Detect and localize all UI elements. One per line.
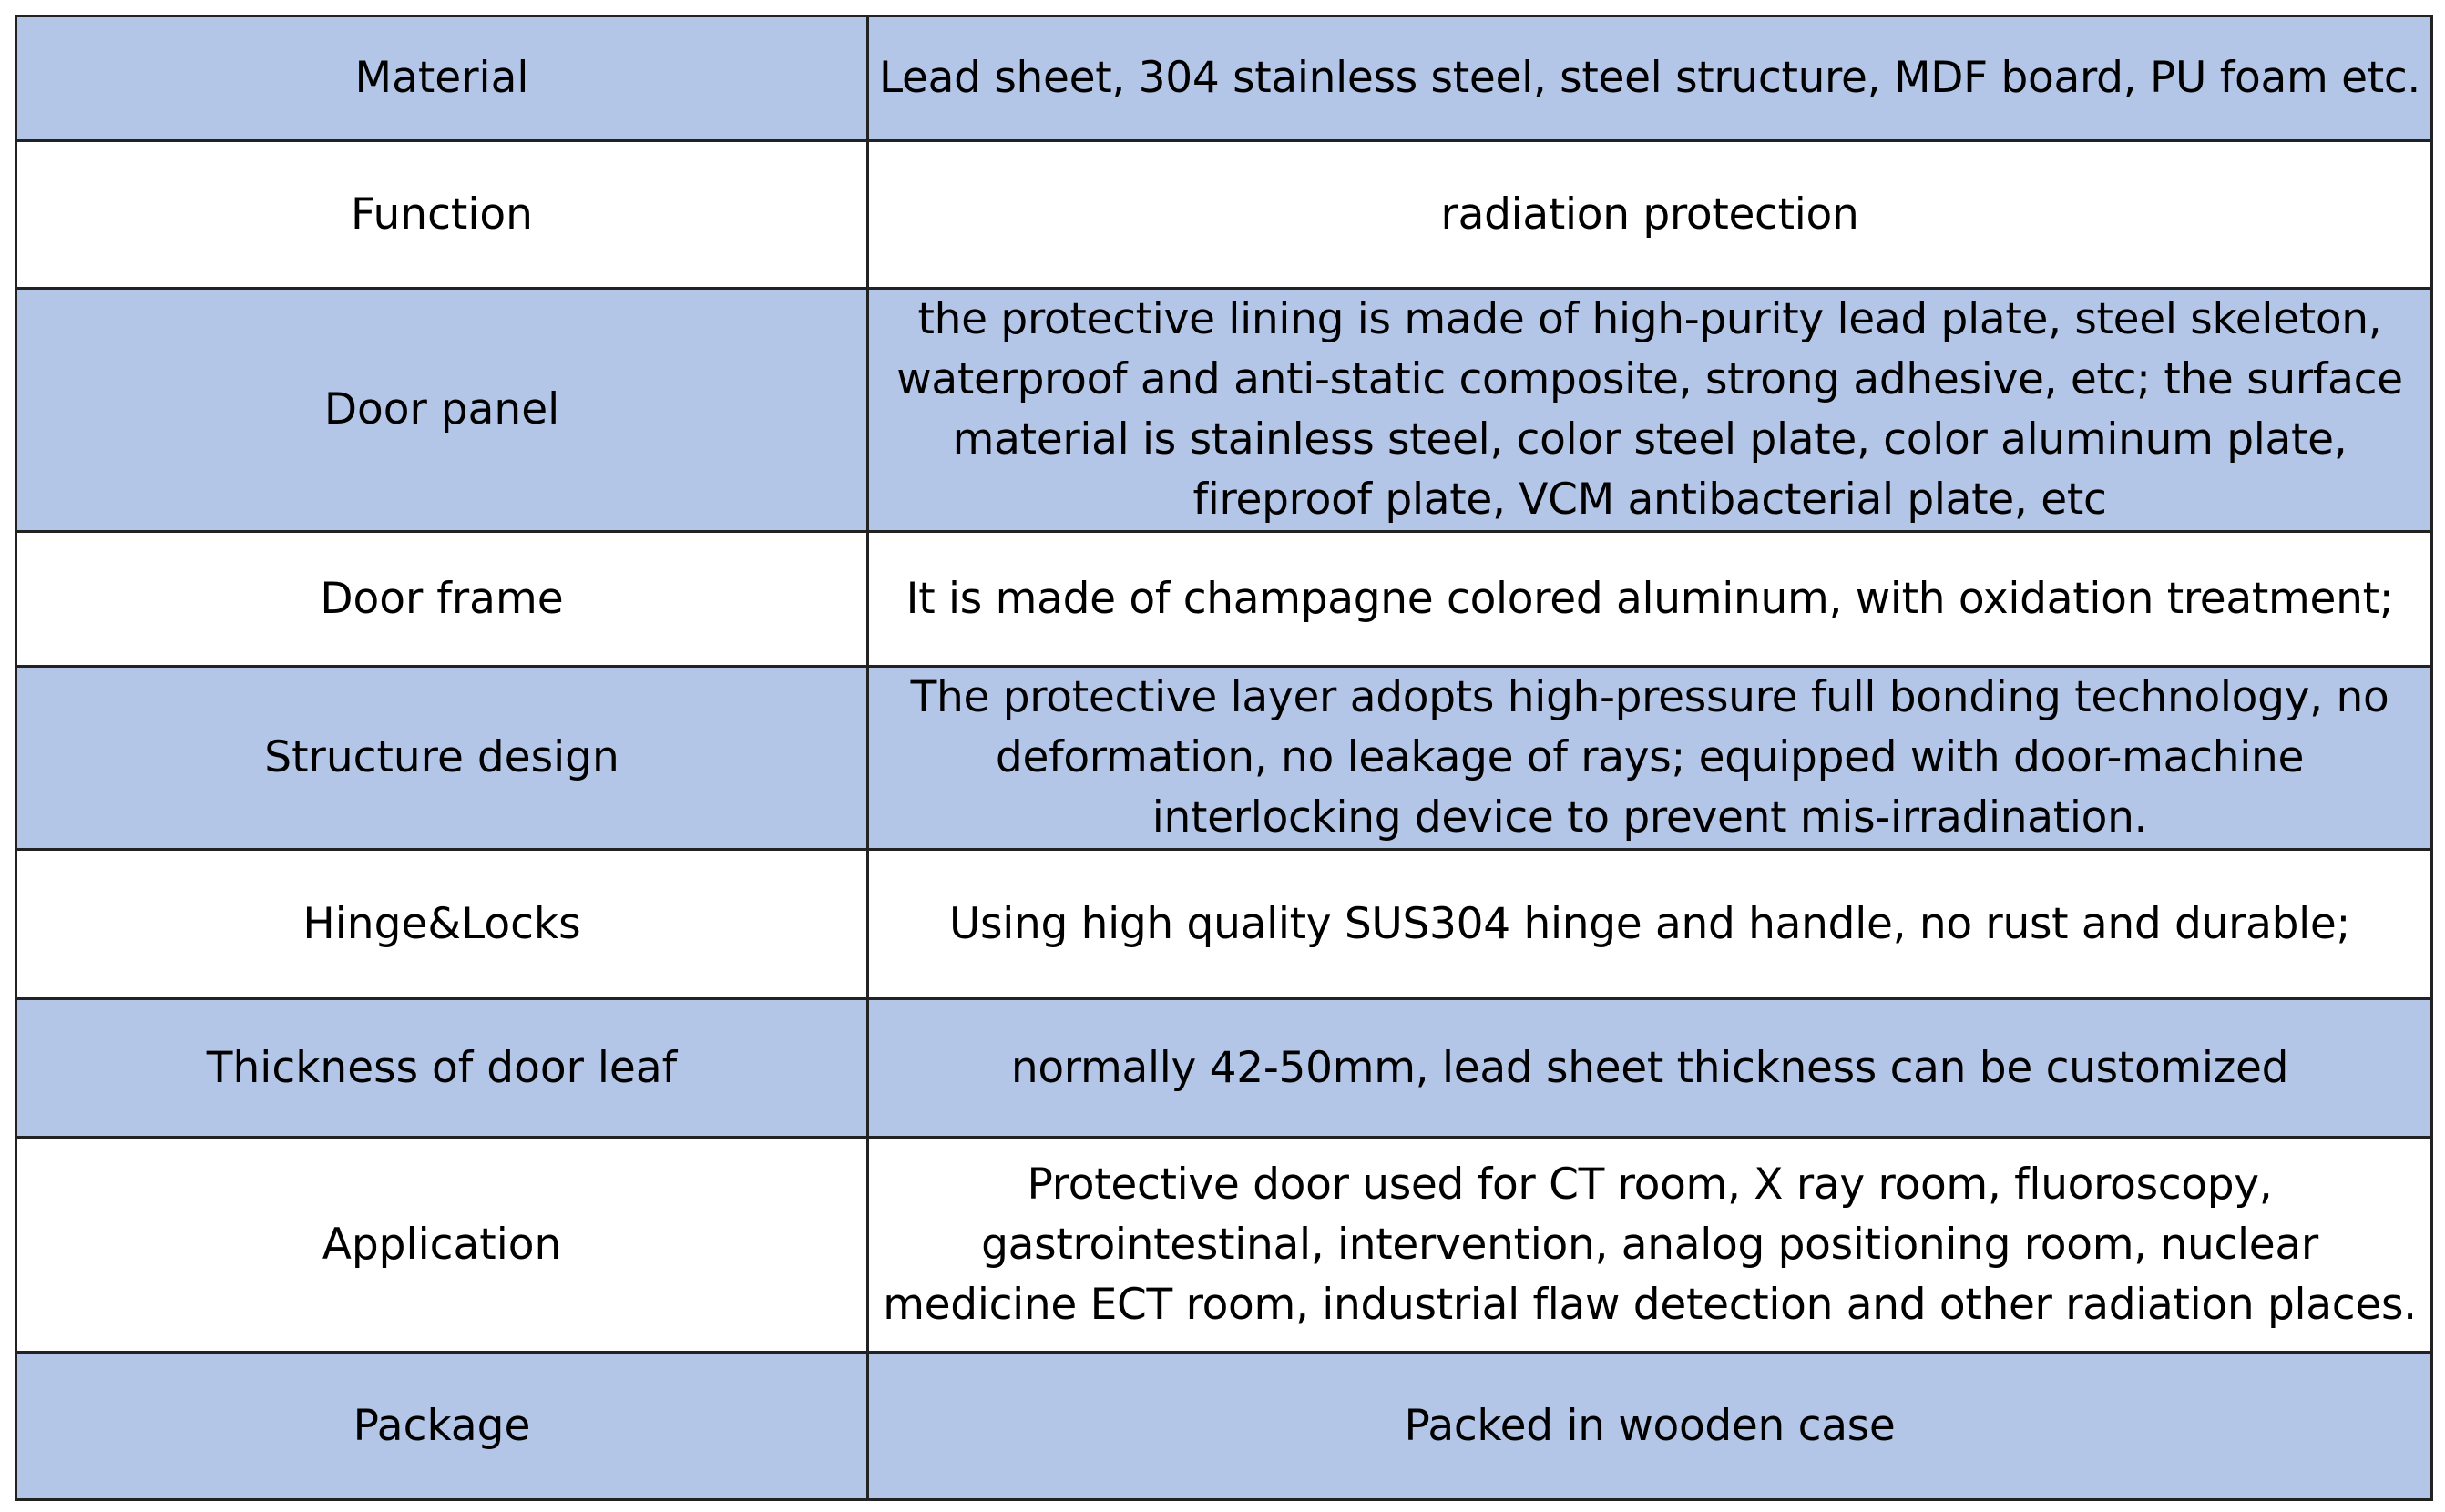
row-label: Hinge&Locks xyxy=(16,850,868,999)
row-value: Using high quality SUS304 hinge and handle, no rust and durable; xyxy=(868,850,2432,999)
table-row-material xyxy=(16,16,2432,141)
table-row-function xyxy=(16,141,2432,289)
row-label: Material xyxy=(16,16,868,141)
row-value: normally 42-50mm, lead sheet thickness can be customized xyxy=(868,999,2432,1138)
table-row-structure-design xyxy=(16,667,2432,850)
row-label: Structure design xyxy=(16,667,868,850)
table-row-thickness xyxy=(16,999,2432,1138)
table-row-door-frame xyxy=(16,532,2432,667)
table-row-hinge-locks xyxy=(16,850,2432,999)
row-label: Door panel xyxy=(16,289,868,532)
table-row-door-panel xyxy=(16,289,2432,532)
row-label: Application xyxy=(16,1138,868,1353)
row-label: Package xyxy=(16,1353,868,1500)
spec-table xyxy=(15,15,2433,1501)
row-label: Function xyxy=(16,141,868,289)
table-row-application xyxy=(16,1138,2432,1353)
row-value: Protective door used for CT room, X ray room, fluoroscopy, gastrointestinal, intervention, analog positioning room, nuclear medicine ECT room, industrial flaw detection and other radiation places. xyxy=(868,1138,2432,1353)
row-value: the protective lining is made of high-purity lead plate, steel skeleton, waterproof and anti-static composite, strong adhesive, etc; the surface material is stainless steel, color steel plate, color aluminum plate, fireproof plate, VCM antibacterial plate, etc xyxy=(868,289,2432,532)
row-label: Door frame xyxy=(16,532,868,667)
row-value: Lead sheet, 304 stainless steel, steel structure, MDF board, PU foam etc. xyxy=(868,16,2432,141)
row-label: Thickness of door leaf xyxy=(16,999,868,1138)
row-value: The protective layer adopts high-pressure full bonding technology, no deformation, no leakage of rays; equipped with door-machine interlocking device to prevent mis-irradination. xyxy=(868,667,2432,850)
row-value: It is made of champagne colored aluminum, with oxidation treatment; xyxy=(868,532,2432,667)
row-value: radiation protection xyxy=(868,141,2432,289)
table-row-package xyxy=(16,1353,2432,1500)
row-value: Packed in wooden case xyxy=(868,1353,2432,1500)
